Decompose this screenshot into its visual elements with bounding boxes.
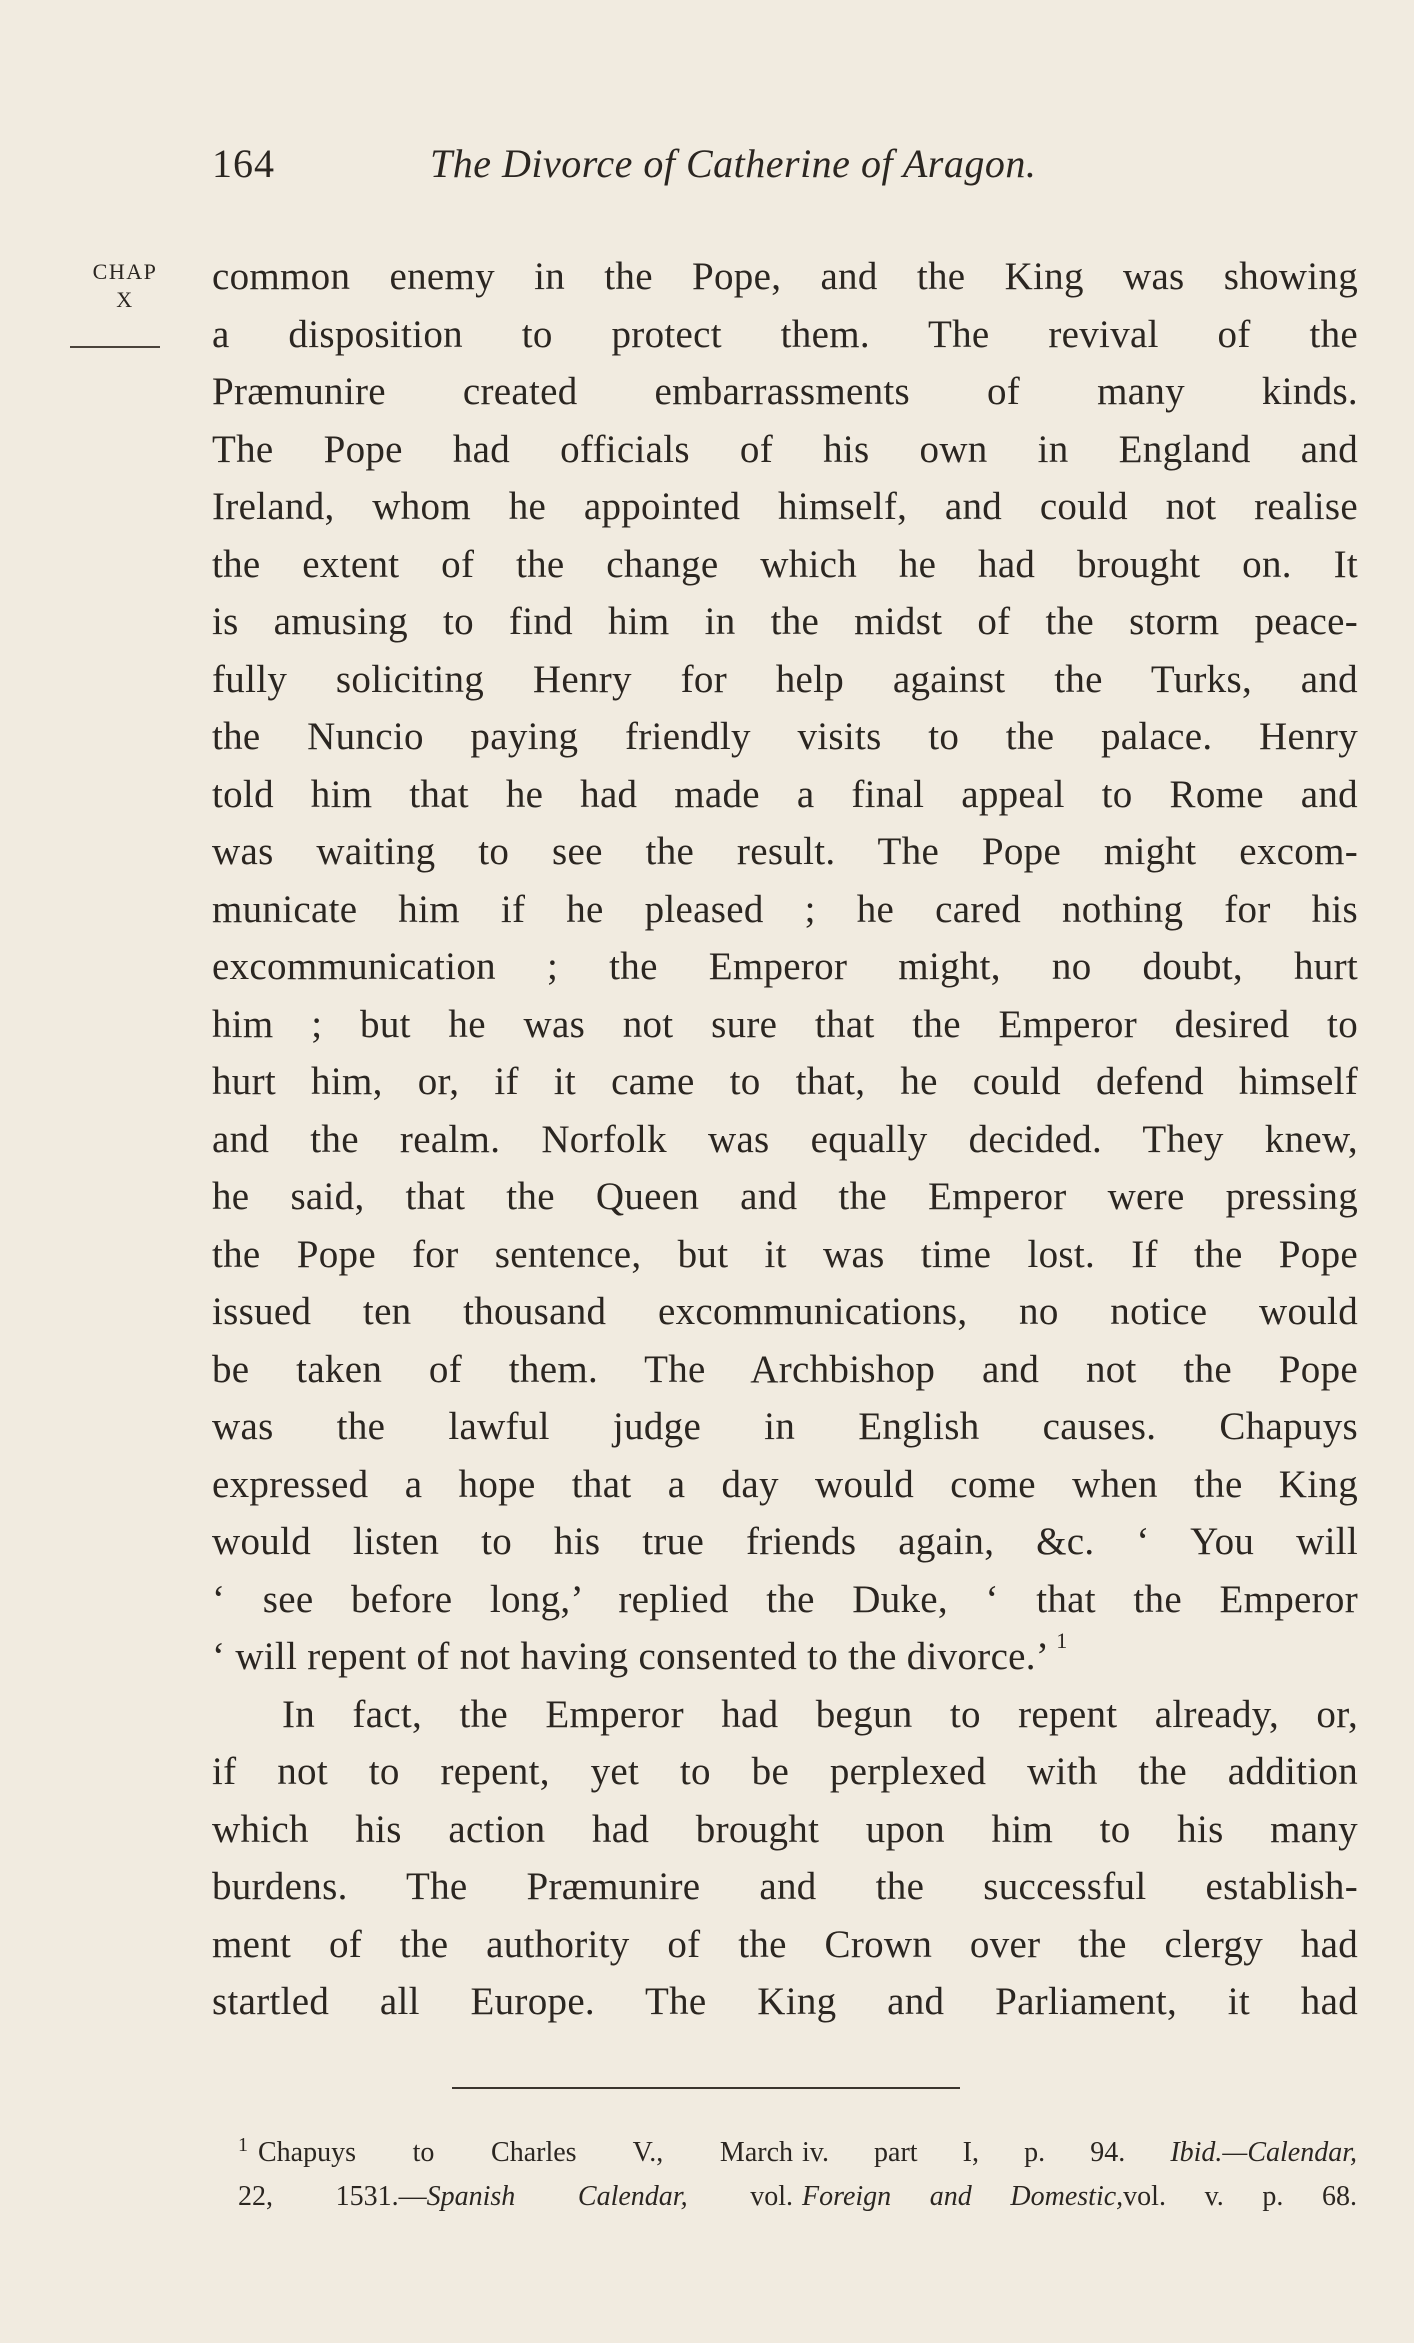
body-line: startled all Europe. The King and Parliament, it had (212, 1980, 1358, 2023)
body-line: Præmunire created embarrassments of many kinds. (212, 370, 1358, 413)
body-line: expressed a hope that a day would come when the King (212, 1462, 1358, 1506)
margin-rule (70, 346, 160, 348)
body-line: burdens. The Præmunire and the successful establish- (212, 1865, 1358, 1908)
footnote-text: Chapuys to Charles V., March (258, 2137, 793, 2168)
body-line: told him that he had made a final appeal to Rome and (212, 772, 1358, 816)
footnote-column-left (238, 2131, 793, 2219)
page-number: 164 (212, 141, 275, 186)
body-line: was waiting to see the result. The Pope might excom- (212, 830, 1358, 873)
body-line: the Pope for sentence, but it was time lost. If the Pope (212, 1232, 1358, 1276)
body-line: fully soliciting Henry for help against the Turks, and (212, 657, 1358, 701)
footnote-line (238, 2175, 793, 2219)
body-line: a disposition to protect them. The revival of the (212, 312, 1358, 356)
footnote-separator (452, 2087, 960, 2089)
footnote-reference: 1 (1056, 1628, 1068, 1653)
footnote-text: 22, 1531.— (238, 2181, 427, 2212)
body-line: he said, that the Queen and the Emperor were pressing (212, 1175, 1358, 1218)
body-line: ment of the authority of the Crown over the clergy had (212, 1922, 1358, 1966)
body-line: is amusing to find him in the midst of the storm peace- (212, 600, 1358, 643)
body-line: and the realm. Norfolk was equally decided. They knew, (212, 1117, 1358, 1161)
running-title: The Divorce of Catherine of Aragon. (430, 141, 1037, 186)
body-line: which his action had brought upon him to his many (212, 1807, 1358, 1851)
footnote-line (802, 2131, 1357, 2175)
body-line: if not to repent, yet to be perplexed with the addition (212, 1750, 1358, 1793)
body-line: common enemy in the Pope, and the King was showing (212, 255, 1358, 298)
body-line: be taken of them. The Archbishop and not the Pope (212, 1347, 1358, 1391)
body-line: The Pope had officials of his own in England and (212, 427, 1358, 471)
body-line-with-footnote (212, 1628, 1358, 1686)
body-line: Ireland, whom he appointed himself, and could not realise (212, 485, 1358, 528)
footnote-line (802, 2175, 1357, 2219)
body-line-text: ‘ will repent of not having consented to the divorce.’ (212, 1635, 1047, 1678)
running-header (212, 140, 1212, 200)
margin-chapter-number: X (116, 287, 134, 312)
footnote-column-right (802, 2131, 1357, 2219)
footnote-line (238, 2131, 793, 2175)
footnote-text: vol. v. p. 68. (1123, 2181, 1357, 2212)
body-line: municate him if he pleased ; he cared nothing for his (212, 887, 1358, 931)
body-line: was the lawful judge in English causes. Chapuys (212, 1405, 1358, 1448)
chapter-margin-note (70, 258, 180, 314)
footnote-italic-text: Spanish Calendar, (426, 2181, 688, 2212)
footnote-italic-text: Foreign and Domestic, (802, 2181, 1124, 2212)
body-line: would listen to his true friends again, &c. ‘ You will (212, 1520, 1358, 1563)
body-line: the Nuncio paying friendly visits to the palace. Henry (212, 715, 1358, 758)
footnote-text: vol. (750, 2181, 794, 2212)
footnote-italic-text: Ibid.—Calendar, (1170, 2137, 1358, 2168)
body-line: hurt him, or, if it came to that, he could defend himself (212, 1060, 1358, 1103)
body-line: issued ten thousand excommunications, no notice would (212, 1290, 1358, 1333)
paragraph-first-line: In fact, the Emperor had begun to repent already, or, (282, 1692, 1358, 1736)
body-line: him ; but he was not sure that the Emperor desired to (212, 1002, 1358, 1046)
footnote-marker: 1 (238, 2134, 248, 2156)
body-text (212, 248, 1358, 2031)
body-line: the extent of the change which he had brought on. It (212, 542, 1358, 586)
margin-chap-label: CHAP (92, 259, 158, 284)
body-line: excommunication ; the Emperor might, no doubt, hurt (212, 945, 1358, 988)
body-line: ‘ see before long,’ replied the Duke, ‘ that the Emperor (212, 1577, 1358, 1621)
footnote-text: iv. part I, p. 94. (802, 2137, 1126, 2168)
